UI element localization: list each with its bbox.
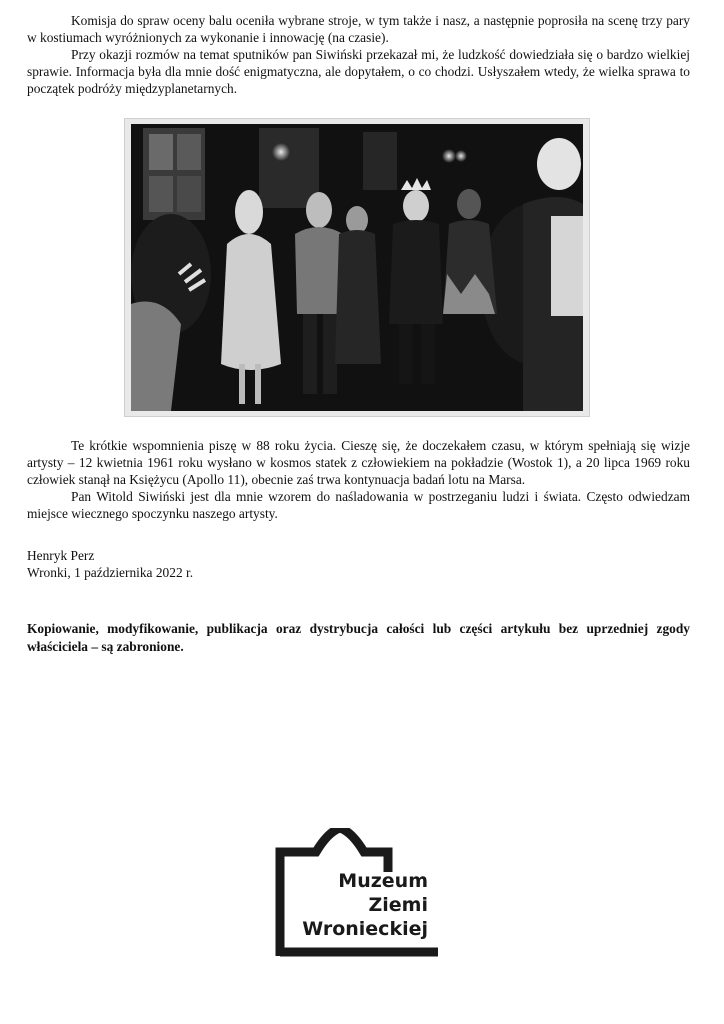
place-date: Wronki, 1 października 2022 r.: [27, 565, 194, 580]
logo-line-1: Muzeum: [338, 870, 428, 892]
logo-line-2: Ziemi: [368, 894, 428, 916]
historical-photo: [124, 118, 590, 417]
museum-logo: [272, 828, 442, 958]
paragraph-3: Te krótkie wspomnienia piszę w 88 roku życia. Cieszę się, że doczekałem czasu, w którym spełniają się wizje artysty – 12 kwietnia 1961 roku wysłano w kosmos statek z człowiekiem na pokładzie (Wostok 1), a 20 lipca 1969 roku człowiek stanął na Księżycu (Apollo 11), obecnie zaś trwa kontynuacja badań lotu na Marsa.: [27, 438, 690, 487]
paragraph-4: Pan Witold Siwiński jest dla mnie wzorem do naśladowania w postrzeganiu ludzi i świata. Często odwiedzam miejsce wiecznego spoczynku naszego artysty.: [27, 489, 690, 521]
signature: [27, 547, 193, 581]
logo-line-3: Wronieckiej: [302, 918, 428, 940]
paragraph-2: Przy okazji rozmów na temat sputników pan Siwiński przekazał mi, że ludzkość dowiedziała się o bardzo wielkiej sprawie. Informacja była dla mnie dość enigmatyczna, ale dopytałem, o co chodzi. Usłyszałem wtedy, że wielka sprawa to początek podróży międzyplanetarnych.: [27, 47, 690, 96]
photo-illustration: [131, 124, 583, 411]
paragraph-1: Komisja do spraw oceny balu oceniła wybrane stroje, w tym także i nasz, a następnie poprosiła na scenę trzy pary w kostiumach wyróżnionych za wykonanie i innowację (na czasie).: [27, 13, 690, 45]
copyright-notice: Kopiowanie, modyfikowanie, publikacja oraz dystrybucja całości lub części artykułu bez uprzedniej zgody właściciela – są zabronione.: [27, 621, 690, 654]
author-name: Henryk Perz: [27, 548, 95, 563]
photo-image: [131, 124, 583, 411]
